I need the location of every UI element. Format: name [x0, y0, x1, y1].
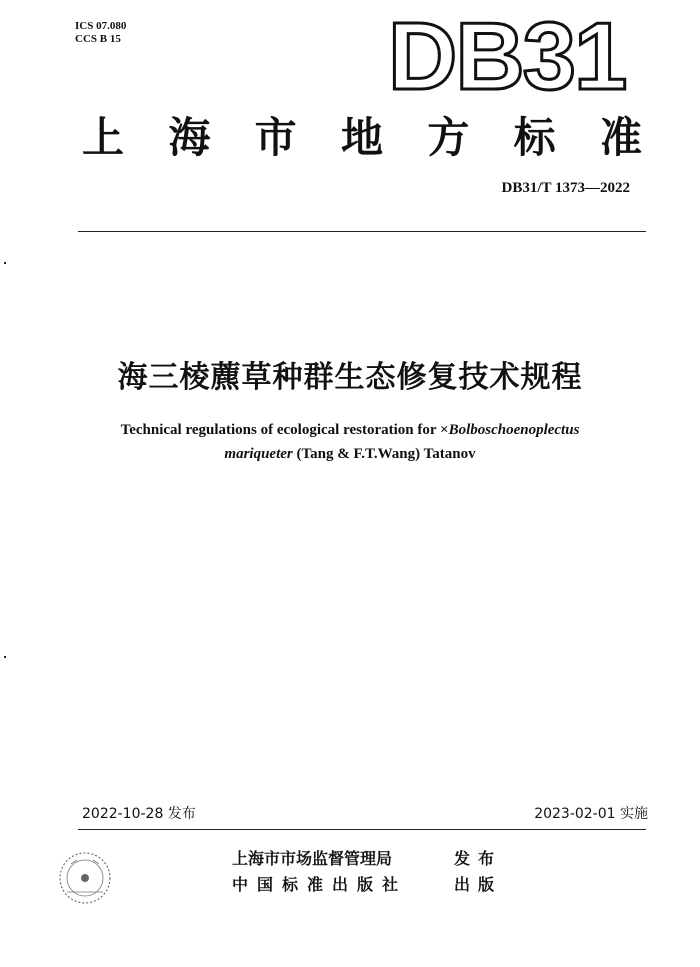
standard-type-char: 海	[168, 113, 211, 162]
publisher-row	[232, 846, 502, 872]
english-title-line-1	[60, 418, 640, 442]
publisher-row	[232, 872, 502, 898]
english-title-prefix: Technical regulations of ecological restoration for	[120, 422, 437, 438]
top-divider	[78, 231, 646, 232]
publisher-role: 发布	[454, 849, 503, 868]
standard-type-title	[82, 110, 642, 166]
issue-date: 2022-10-28 发布	[82, 806, 196, 822]
scan-speck	[4, 262, 6, 264]
library-stamp-icon	[55, 848, 115, 908]
species-genus: Bolboschoenoplectus	[448, 422, 580, 438]
english-title-line-2	[60, 442, 640, 466]
standard-type-char: 地	[340, 113, 383, 162]
publisher-name: 中国标准出版社	[232, 875, 408, 894]
standard-type-char: 市	[254, 113, 297, 162]
standard-type-char: 方	[427, 113, 470, 162]
db31-logo: DB31	[388, 3, 626, 110]
ccs-code: CCS B 15	[75, 33, 121, 45]
classification-codes	[75, 20, 126, 46]
standard-type-char: 标	[513, 113, 556, 162]
publisher-role: 出版	[454, 875, 503, 894]
standard-type-char: 准	[599, 113, 642, 162]
chinese-title: 海三棱藨草种群生态修复技术规程	[117, 360, 583, 395]
ics-code: ICS 07.080	[75, 20, 127, 32]
scan-speck	[4, 656, 6, 658]
species-authority: (Tang & F.T.Wang) Tatanov	[296, 446, 476, 462]
publishers	[232, 846, 502, 898]
species-epithet: mariqueter	[224, 446, 293, 462]
publisher-name: 上海市市场监督管理局	[232, 849, 393, 868]
standard-type-char: 上	[82, 113, 125, 162]
english-title	[60, 418, 640, 466]
bottom-divider	[78, 829, 646, 830]
implementation-date: 2023-02-01 实施	[534, 806, 648, 822]
standard-code: DB31/T 1373—2022	[501, 180, 630, 196]
hybrid-sign: ×	[440, 422, 449, 438]
